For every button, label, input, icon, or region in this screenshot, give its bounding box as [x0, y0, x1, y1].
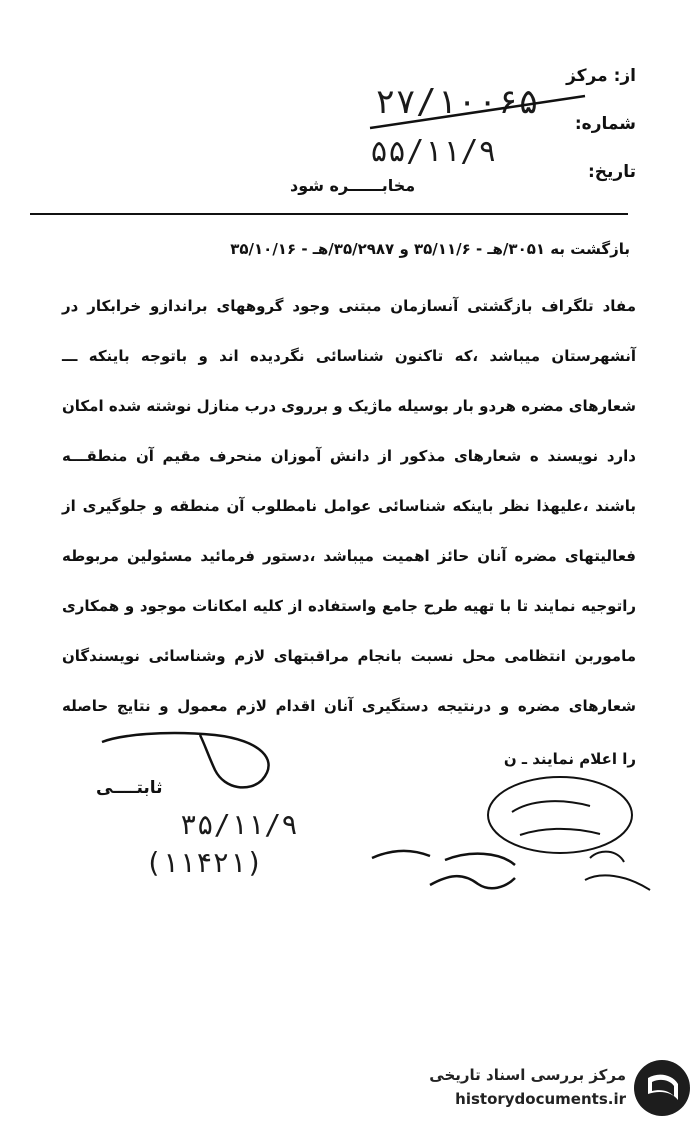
handwritten-number-note: (۱۱۴۲۱): [145, 846, 264, 879]
reference-line: بازگشت به ۳۰۵۱/هـ - ۳۵/۱۱/۶ و ۳۵/۲۹۸۷/هـ - ۳۵/۱۰/۱۶: [230, 240, 630, 258]
body-line: فعالیتهای مضره آنان حائز اهمیت میباشد ،دستور فرمائید مسئولین مربوطه: [62, 547, 636, 565]
body-line: مفاد تلگراف بازگشتی آنسازمان مبتنی وجود گروههای براندازو خرابکار در: [62, 297, 636, 315]
letter-number-handwritten: ۲۷/۱۰۰۶۵: [375, 82, 539, 122]
body-line: شعارهای مضره و درنتیجه دستگیری آنان اقدام لازم معمول و نتایج حاصله: [62, 697, 636, 715]
round-stamp-outline: [488, 777, 632, 853]
subject-line: مخابــــــره شود: [290, 176, 416, 195]
stamp-handwriting: [512, 801, 600, 835]
archive-logo: [632, 1058, 692, 1118]
body-line: آنشهرستان میباشد ،که تاکنون شناسائی نگردیده اند و باتوجه باینکه ـــ: [62, 347, 636, 365]
number-label: شماره:: [574, 114, 636, 134]
paraph-scribble: [430, 876, 515, 888]
body-line: راتوجیه نمایند تا با تهیه طرح جامع واستفاده از کلیه امکانات موجود و همکاری: [62, 597, 636, 615]
from-label: از: مرکز: [566, 66, 636, 86]
watermark-url: historydocuments.ir: [455, 1090, 626, 1108]
handwritten-date-note: ۳۵/۱۱/۹: [180, 808, 299, 841]
margin-note-scribble: [585, 852, 650, 890]
body-line: شعارهای مضره هردو بار بوسیله ماژیک و برروی درب منازل نوشته شده امکان: [62, 397, 636, 415]
watermark-title: مرکز بررسی اسناد تاریخی: [429, 1066, 626, 1084]
body-line: دارد نویسند ه شعارهای مذکور از دانش آموزان منحرف مقیم آن منطقـــه: [62, 447, 636, 465]
signature-flourish: [102, 733, 269, 787]
body-line: باشند ،علیهذا نظر باینکه شناسائی عوامل نامطلوب آن منطقه و جلوگیری از: [62, 497, 636, 515]
number-underline-stroke: [370, 96, 585, 128]
letter-date-handwritten: ۵۵/۱۱/۹: [370, 134, 497, 169]
body-line: ماموربن انتظامی محل نسبت بانجام مراقبتهای لازم وشناسائی نویسندگان: [62, 647, 636, 665]
date-label: تاریخ:: [588, 162, 636, 182]
initials-scribble: [372, 851, 515, 865]
closing-line: را اعلام نمایند ـ ن: [503, 750, 636, 768]
signature-name: ثابتــــی: [96, 778, 163, 798]
